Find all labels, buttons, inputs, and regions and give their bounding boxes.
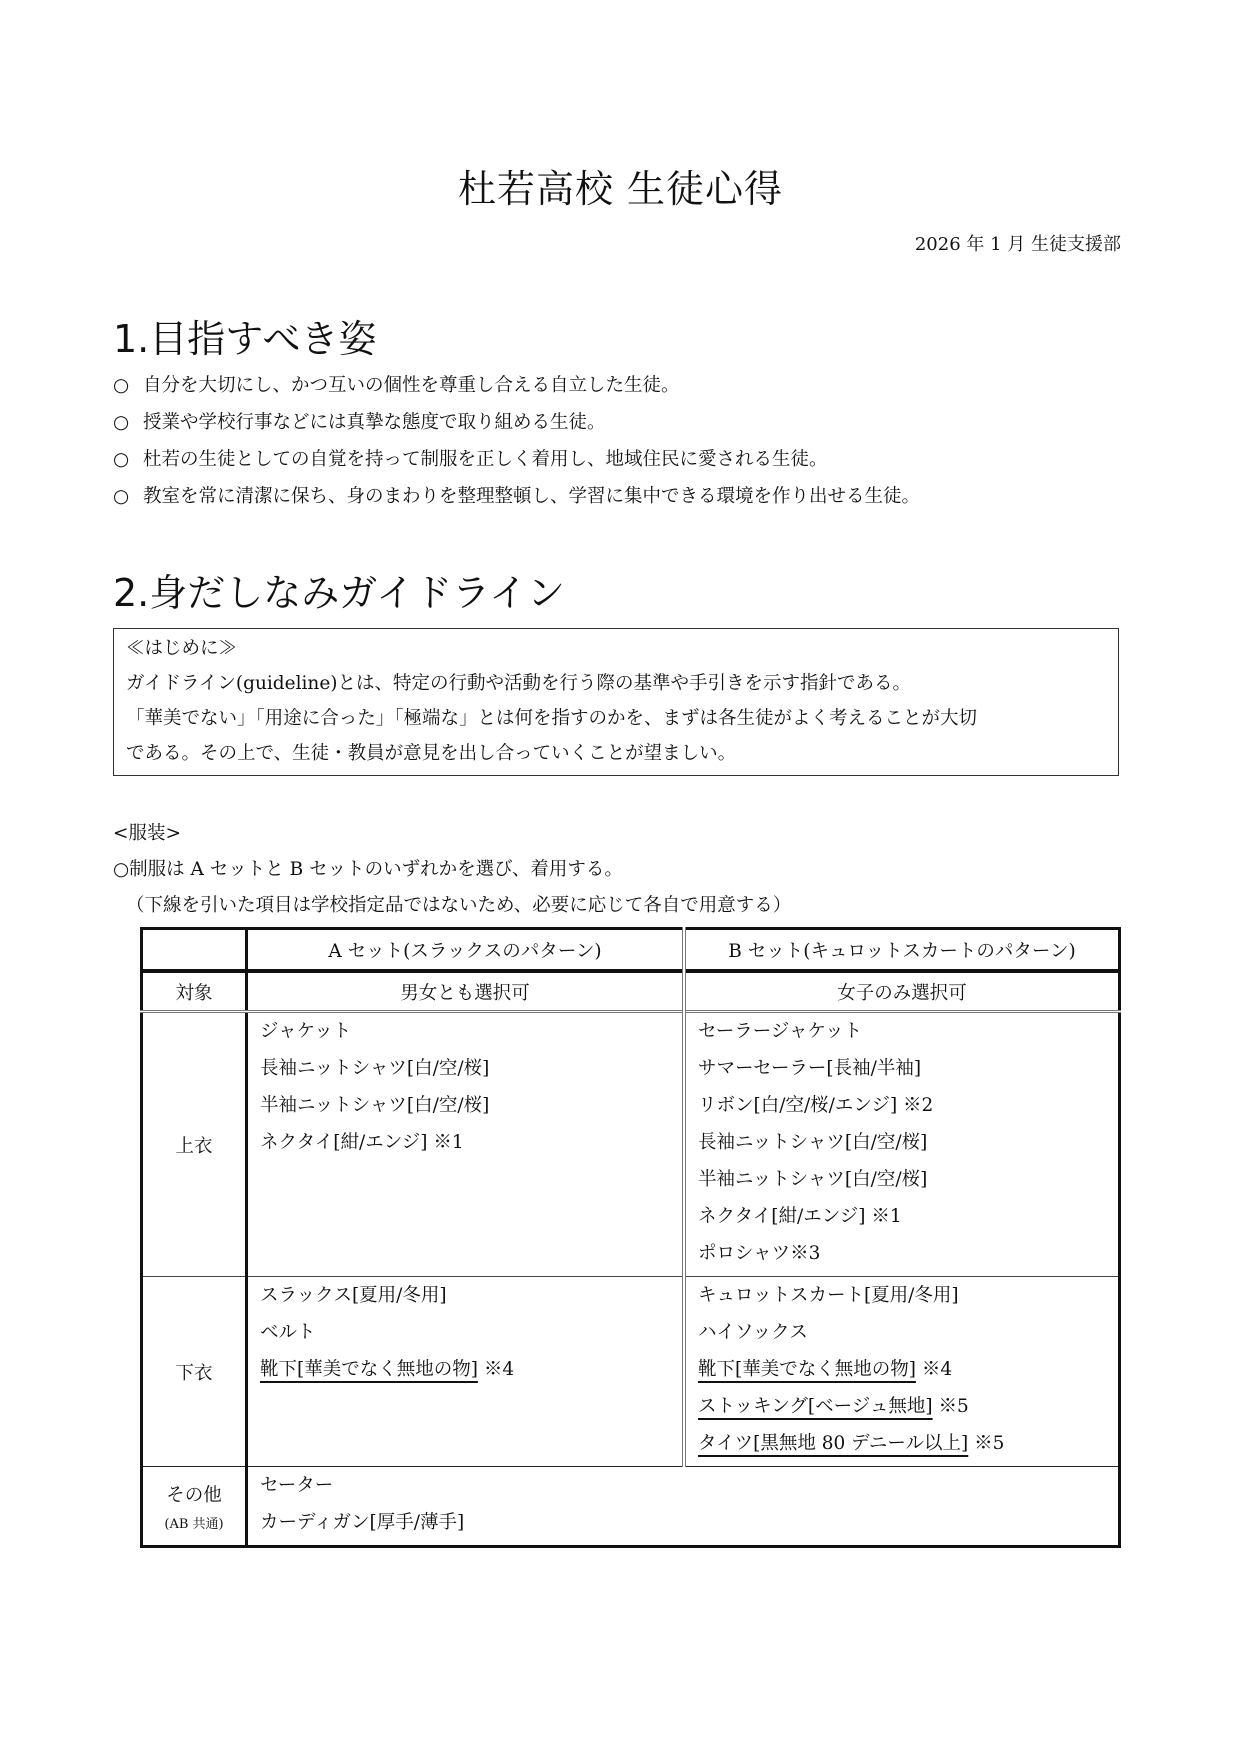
bottoms-set-b-cell — [684, 1277, 1120, 1467]
item-text: ジャケット — [260, 1021, 352, 1042]
list-item — [698, 1281, 1118, 1318]
list-item — [698, 1017, 1118, 1054]
bottoms-set-a-list — [248, 1277, 682, 1392]
table-row-bottoms — [142, 1277, 1120, 1467]
page-title: 杜若高校 生徒心得 — [457, 167, 784, 211]
list-item — [698, 1054, 1118, 1091]
circle-bullet-icon: ○ — [113, 449, 130, 470]
underlined-item-text: ストッキング[ベージュ無地] — [698, 1396, 933, 1417]
tops-set-a-cell — [247, 1012, 685, 1277]
other-items-cell — [247, 1467, 1120, 1547]
table-header-row — [142, 929, 1120, 972]
list-item — [260, 1281, 682, 1318]
table-row-tops — [142, 1012, 1120, 1277]
bullet-text: 自分を大切にし、かつ互いの個性を尊重し合える自立した生徒。 — [143, 375, 680, 396]
footnote-mark: ※4 — [477, 1359, 515, 1380]
circle-bullet-icon: ○ — [113, 486, 130, 507]
bottoms-set-a-cell — [247, 1277, 685, 1467]
bottoms-set-b-list — [686, 1277, 1118, 1466]
intro-line: ガイドライン(guideline)とは、特定の行動や活動を行う際の基準や手引きを示す指針である。 — [126, 673, 911, 694]
item-text: セーラージャケット — [698, 1021, 863, 1042]
intro-line: 「華美でない」「用途に合った」「極端な」とは何を指すのかを、まずは各生徒がよく考えることが大切 — [126, 708, 978, 729]
list-item — [698, 1091, 1118, 1128]
footnote-mark: ※4 — [915, 1359, 953, 1380]
intro-title: ≪はじめに≫ — [126, 638, 238, 659]
section-1-bullet-list — [113, 372, 920, 520]
list-item — [260, 1355, 682, 1392]
footnote-mark: ※5 — [932, 1396, 969, 1417]
intro-box — [113, 628, 1119, 776]
list-item — [260, 1054, 682, 1091]
row-label-other — [142, 1467, 247, 1547]
clothing-label: <服装> — [113, 823, 182, 844]
footnote-mark: ※5 — [968, 1433, 1005, 1454]
list-item — [698, 1392, 1118, 1429]
item-text: 長袖ニットシャツ[白/空/桜] — [698, 1132, 928, 1153]
other-items-list — [248, 1467, 1118, 1545]
item-text: ネクタイ[紺/エンジ] ※1 — [698, 1206, 902, 1227]
section-1-heading: 1.目指すべき姿 — [113, 317, 377, 361]
item-text: ハイソックス — [698, 1322, 808, 1343]
item-text: カーディガン[厚手/薄手] — [260, 1512, 465, 1533]
bullet-text: 杜若の生徒としての自覚を持って制服を正しく着用し、地域住民に愛される生徒。 — [143, 449, 828, 470]
item-text: ベルト — [260, 1322, 316, 1343]
uniform-table — [140, 927, 1121, 1548]
bullet-item — [113, 483, 920, 520]
list-item — [698, 1429, 1118, 1466]
date-department-line: 2026 年 1 月 生徒支援部 — [914, 234, 1121, 255]
item-text: キュロットスカート[夏用/冬用] — [698, 1285, 959, 1306]
list-item — [260, 1508, 1118, 1545]
target-set-b: 女子のみ選択可 — [684, 971, 1120, 1012]
list-item — [698, 1165, 1118, 1202]
item-text: ネクタイ[紺/エンジ] ※1 — [260, 1132, 464, 1153]
header-set-a: A セット(スラックスのパターン) — [247, 929, 685, 972]
tops-set-b-cell — [684, 1012, 1120, 1277]
item-text: ポロシャツ※3 — [698, 1243, 821, 1264]
tops-set-a-list — [248, 1013, 682, 1165]
other-sublabel: (AB 共通) — [164, 1516, 224, 1532]
list-item — [698, 1239, 1118, 1276]
bullet-item — [113, 409, 920, 446]
section-2-heading: 2.身だしなみガイドライン — [113, 571, 565, 615]
table-row-other — [142, 1467, 1120, 1547]
list-item — [260, 1318, 682, 1355]
clothing-rule: ○制服は A セットと B セットのいずれかを選び、着用する。 — [113, 859, 623, 880]
item-text: セーター — [260, 1475, 334, 1496]
item-text: スラックス[夏用/冬用] — [260, 1285, 447, 1306]
row-label-tops: 上衣 — [142, 1012, 247, 1277]
clothing-note: （下線を引いた項目は学校指定品ではないため、必要に応じて各自で用意する） — [126, 895, 792, 916]
list-item — [698, 1355, 1118, 1392]
item-text: 半袖ニットシャツ[白/空/桜] — [698, 1169, 928, 1190]
bullet-item — [113, 446, 920, 483]
underlined-item-text: 靴下[華美でなく無地の物] — [260, 1359, 478, 1380]
tops-set-b-list — [686, 1013, 1118, 1276]
row-label-target: 対象 — [142, 971, 247, 1012]
item-text: 半袖ニットシャツ[白/空/桜] — [260, 1095, 490, 1116]
list-item — [260, 1091, 682, 1128]
header-empty-cell — [142, 929, 247, 972]
list-item — [698, 1202, 1118, 1239]
list-item — [260, 1017, 682, 1054]
item-text: サマーセーラー[長袖/半袖] — [698, 1058, 922, 1079]
row-label-bottoms: 下衣 — [142, 1277, 247, 1467]
intro-line: である。その上で、生徒・教員が意見を出し合っていくことが望ましい。 — [126, 743, 737, 764]
bullet-text: 授業や学校行事などには真摯な態度で取り組める生徒。 — [143, 412, 606, 433]
underlined-item-text: タイツ[黒無地 80 デニール以上] — [698, 1433, 969, 1454]
item-text: リボン[白/空/桜/エンジ] ※2 — [698, 1095, 934, 1116]
bullet-text: 教室を常に清潔に保ち、身のまわりを整理整頓し、学習に集中できる環境を作り出せる生徒。 — [143, 486, 921, 507]
header-set-b: B セット(キュロットスカートのパターン) — [684, 929, 1120, 972]
table-row-target — [142, 971, 1120, 1012]
list-item — [260, 1128, 682, 1165]
target-set-a: 男女とも選択可 — [247, 971, 685, 1012]
other-label: その他 — [166, 1484, 222, 1506]
bullet-item — [113, 372, 920, 409]
circle-bullet-icon: ○ — [113, 412, 130, 433]
list-item — [698, 1128, 1118, 1165]
list-item — [260, 1471, 1118, 1508]
circle-bullet-icon: ○ — [113, 375, 130, 396]
list-item — [698, 1318, 1118, 1355]
item-text: 長袖ニットシャツ[白/空/桜] — [260, 1058, 490, 1079]
underlined-item-text: 靴下[華美でなく無地の物] — [698, 1359, 916, 1380]
